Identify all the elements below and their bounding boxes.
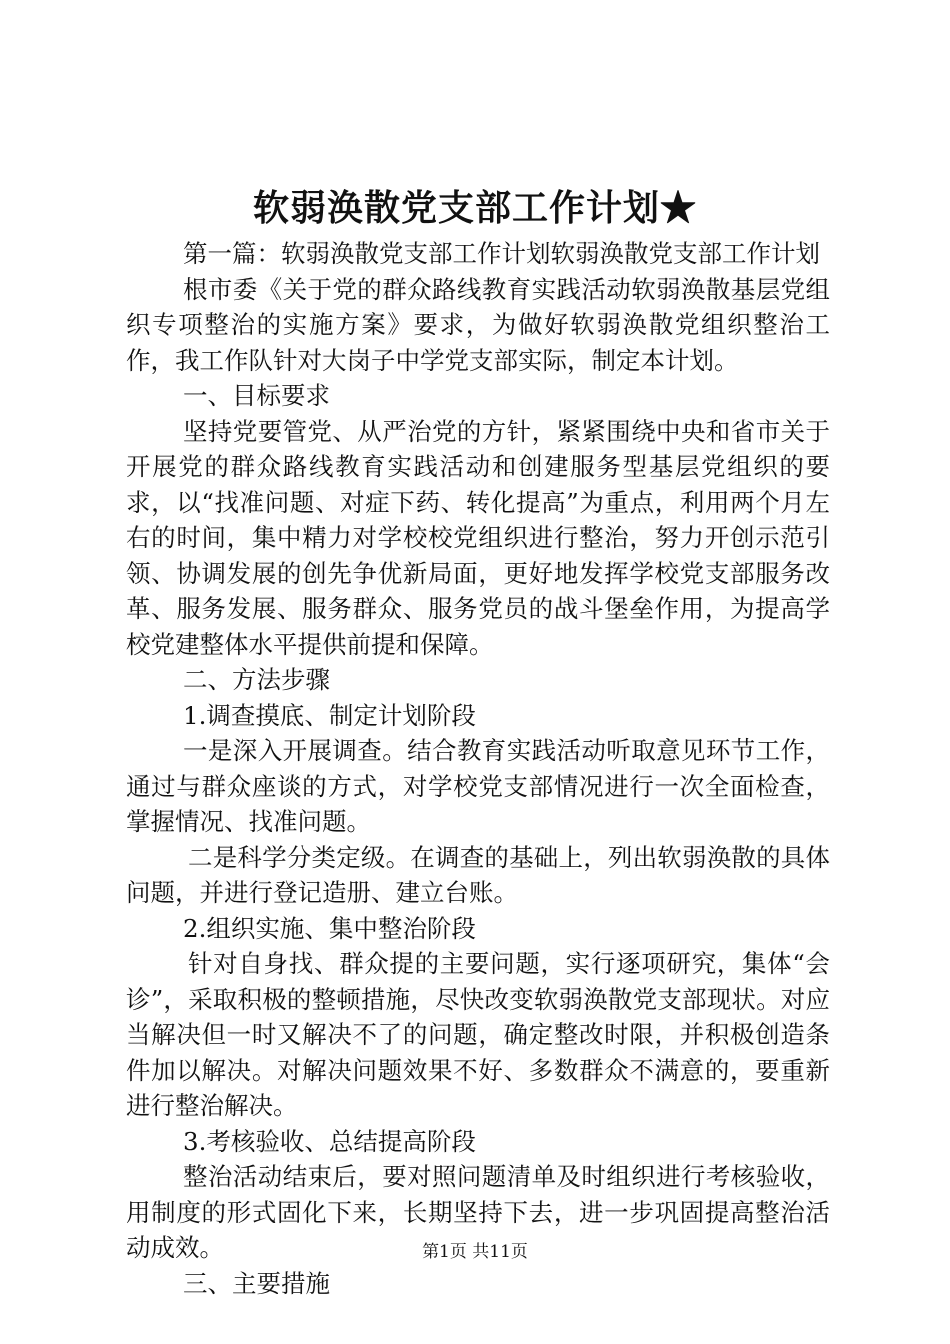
paragraph-step-1a: 一是深入开展调查。结合教育实践活动听取意见环节工作，通过与群众座谈的方式，对学校党支部情况进行一次全面检查，掌握情况、找准问题。 xyxy=(126,736,830,836)
section-heading-steps: 二、方法步骤 xyxy=(183,665,330,694)
step-heading-1: 1.调查摸底、制定计划阶段 xyxy=(183,700,476,730)
paragraph-step-1b: 二是科学分类定级。在调查的基础上，列出软弱涣散的具体问题，并进行登记造册、建立台账。 xyxy=(126,842,830,907)
page-number-footer: 第1页 共11页 xyxy=(422,1242,528,1262)
paragraph-subtitle: 第一篇：软弱涣散党支部工作计划软弱涣散党支部工作计划 xyxy=(183,239,820,268)
document-title: 软弱涣散党支部工作计划★ xyxy=(252,187,697,229)
document-body xyxy=(126,236,830,1301)
step-heading-3: 3.考核验收、总结提高阶段 xyxy=(183,1126,476,1156)
paragraph-intro: 根市委《关于党的群众路线教育实践活动软弱涣散基层党组织专项整治的实施方案》要求，为做好软弱涣散党组织整治工作，我工作队针对大岗子中学党支部实际，制定本计划。 xyxy=(126,274,830,375)
step-heading-2: 2.组织实施、集中整治阶段 xyxy=(183,913,476,943)
section-heading-measures: 三、主要措施 xyxy=(183,1268,330,1298)
paragraph-step-2: 针对自身找、群众提的主要问题，实行逐项研究，集体“会诊”，采取积极的整顿措施，尽快改变软弱涣散党支部现状。对应当解决但一时又解决不了的问题，确定整改时限，并积极创造条件加以解决。对解决问题效果不好、多数群众不满意的，要重新进行整治解决。 xyxy=(126,949,830,1120)
section-heading-goals: 一、目标要求 xyxy=(183,381,330,410)
paragraph-step-3: 整治活动结束后，要对照问题清单及时组织进行考核验收，用制度的形式固化下来，长期坚持下去，进一步巩固提高整治活动成效。 xyxy=(126,1162,830,1262)
paragraph-goals: 坚持党要管党、从严治党的方针，紧紧围绕中央和省市关于开展党的群众路线教育实践活动和创建服务型基层党组织的要求，以“找准问题、对症下药、转化提高”为重点，利用两个月左右的时间，集中精力对学校校党组织进行整治，努力开创示范引领、协调发展的创先争优新局面，更好地发挥学校党支部服务改革、服务发展、服务群众、服务党员的战斗堡垒作用，为提高学校党建整体水平提供前提和保障。 xyxy=(126,416,830,659)
